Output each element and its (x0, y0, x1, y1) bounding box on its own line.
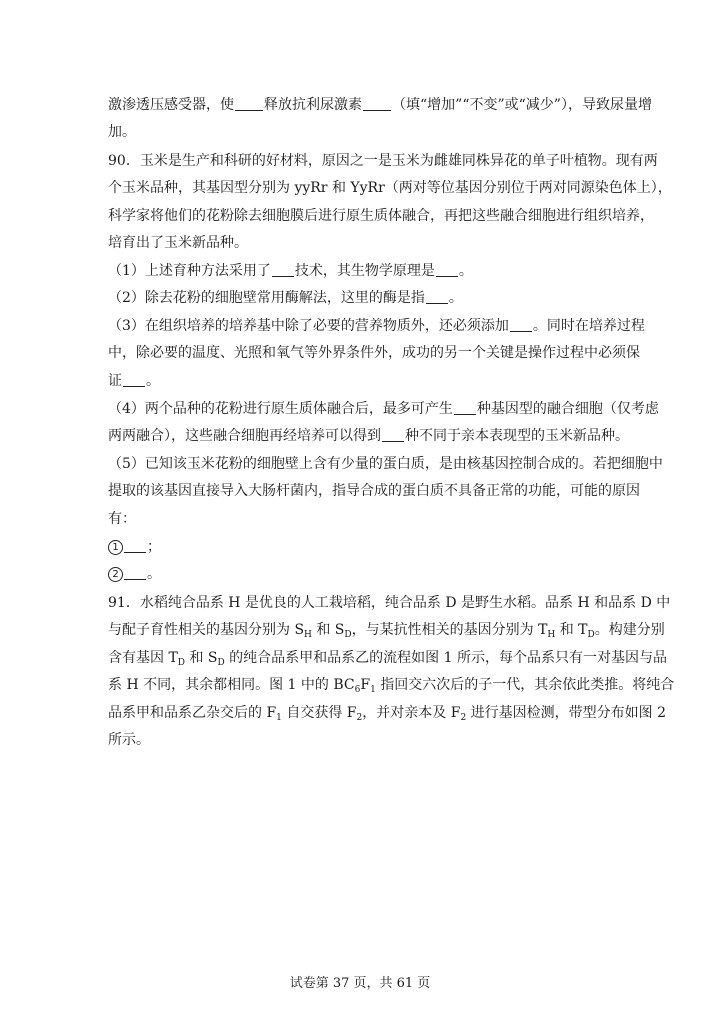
answer-blank[interactable] (272, 262, 294, 277)
text: 科学家将他们的花粉除去细胞膜后进行原生质体融合，再把这些融合细胞进行组织培养， (108, 208, 654, 224)
answer-blank[interactable] (436, 262, 458, 277)
text: 。 (147, 566, 161, 582)
question-91-line (108, 619, 665, 641)
subscript: 6 (354, 685, 361, 695)
sub-question-3 (108, 315, 645, 337)
page-footer: 试卷第 37 页，共 61 页 (289, 976, 431, 991)
subscript: H (304, 630, 312, 640)
subscript: D (217, 658, 225, 668)
circled-number: 1 (108, 540, 123, 555)
text: 的纯合品系甲和品系乙的流程如图 1 所示，每个品系只有一对基因与品 (224, 650, 667, 666)
answer-item-1 (108, 536, 614, 558)
text: 与配子育性相关的基因分别为 S (108, 622, 305, 638)
question-90-line (108, 177, 672, 199)
answer-blank[interactable] (510, 317, 532, 332)
question-91-line (108, 729, 614, 751)
sub-question-3-line (108, 342, 640, 364)
text: 含有基因 T (108, 650, 178, 666)
answer-blank[interactable] (235, 96, 263, 111)
text: ，并对亲本及 F (362, 705, 461, 721)
text: 提取的该基因直接导入大肠杆菌内，指导合成的蛋白质不具备正常的功能，可能的原因 (108, 483, 640, 499)
text: 进行基因检测，带型分布如图 2 (466, 705, 666, 721)
text: 技术，其生物学原理是 (294, 263, 435, 279)
subscript: 2 (356, 713, 363, 723)
text: 培育出了玉米新品种。 (108, 235, 248, 251)
text: 有： (108, 511, 136, 527)
text: （5）已知该玉米花粉的细胞壁上含有少量的蛋白质，是由核基因控制合成的。若把细胞中 (108, 456, 663, 472)
text: （4）两个品种的花粉进行原生质体融合后，最多可产生 (108, 401, 453, 417)
text: 个玉米品种，其基因型分别为 yyRr 和 YyRr（两对等位基因分别位于两对同源染色体上）， (108, 180, 672, 196)
subscript: 2 (460, 713, 467, 723)
text: 。 (448, 290, 463, 306)
question-90-line (108, 205, 654, 227)
subscript: 1 (370, 685, 376, 695)
question-90-line (108, 150, 658, 172)
text: 种不同于亲本表现型的玉米新品种。 (405, 428, 629, 444)
text: ，与某抗性相关的基因分别为 T (351, 622, 548, 638)
text: 证 (108, 373, 122, 389)
subscript: D (344, 630, 352, 640)
sub-question-1 (108, 260, 614, 282)
text: 。同时在培养过程 (532, 318, 645, 334)
text: 两两融合），这些融合细胞再经培养可以得到 (108, 428, 381, 444)
subscript: 1 (276, 713, 282, 723)
text: ； (147, 539, 161, 555)
text: 和 S (311, 622, 345, 638)
text: （1）上述育种方法采用了 (108, 263, 271, 279)
text-line (108, 121, 614, 143)
sub-question-5-line (108, 480, 640, 502)
circled-number: 2 (108, 567, 123, 582)
subscript: D (177, 658, 186, 668)
question-91-line (108, 592, 671, 614)
text: （2）除去花粉的细胞壁常用酶解法，这里的酶是指 (108, 290, 425, 306)
question-90-line (108, 232, 614, 254)
text: 加。 (108, 124, 136, 140)
text-line (108, 94, 652, 116)
text: 中，除必要的温度、光照和氧气等外界条件外，成功的另一个关键是操作过程中必须保 (108, 345, 640, 361)
text: 。 (458, 263, 473, 279)
text: F (360, 677, 371, 693)
sub-question-4-line (108, 425, 629, 447)
answer-blank[interactable] (124, 538, 146, 553)
text: 系 H 不同，其余都相同。图 1 中的 BC (108, 677, 355, 693)
answer-blank[interactable] (124, 565, 146, 580)
text: 品系甲和品系乙杂交后的 F (108, 705, 277, 721)
text: 释放抗利尿激素 (264, 97, 362, 113)
sub-question-2 (108, 287, 614, 309)
answer-blank[interactable] (426, 289, 448, 304)
text: 种基因型的融合细胞（仅考虑 (476, 401, 659, 417)
text: 所示。 (108, 732, 150, 748)
subscript: H (547, 630, 556, 640)
subscript: D (587, 630, 595, 640)
question-91-line (108, 702, 666, 724)
answer-blank[interactable] (382, 427, 404, 442)
question-91-line (108, 674, 675, 696)
question-91-line (108, 647, 667, 669)
text: 91．水稻纯合品系 H 是优良的人工栽培稻，纯合品系 D 是野生水稻。品系 H 和品系 D 中 (108, 595, 671, 611)
answer-blank[interactable] (454, 400, 476, 415)
answer-blank[interactable] (123, 372, 145, 387)
text: 和 S (185, 650, 218, 666)
sub-question-5-line (108, 508, 614, 530)
sub-question-5 (108, 453, 663, 475)
text: 激渗透压感受器，使 (108, 97, 234, 113)
text: 指回交六次后的子一代，其余依此类推。将纯合 (375, 677, 675, 693)
text: （3）在组织培养的培养基中除了必要的营养物质外，还必须添加 (108, 318, 509, 334)
answer-blank[interactable] (363, 96, 391, 111)
text: （填“增加”“不变”或“减少”），导致尿量增 (392, 97, 652, 113)
answer-item-2 (108, 563, 614, 585)
text: 自交获得 F (281, 705, 357, 721)
text: 90．玉米是生产和科研的好材料，原因之一是玉米为雌雄同株异花的单子叶植物。现有两 (108, 153, 658, 169)
text: 和 T (555, 622, 588, 638)
text: 。 (146, 373, 160, 389)
text: 。构建分别 (594, 622, 665, 638)
sub-question-4 (108, 398, 659, 420)
sub-question-3-line (108, 370, 614, 392)
